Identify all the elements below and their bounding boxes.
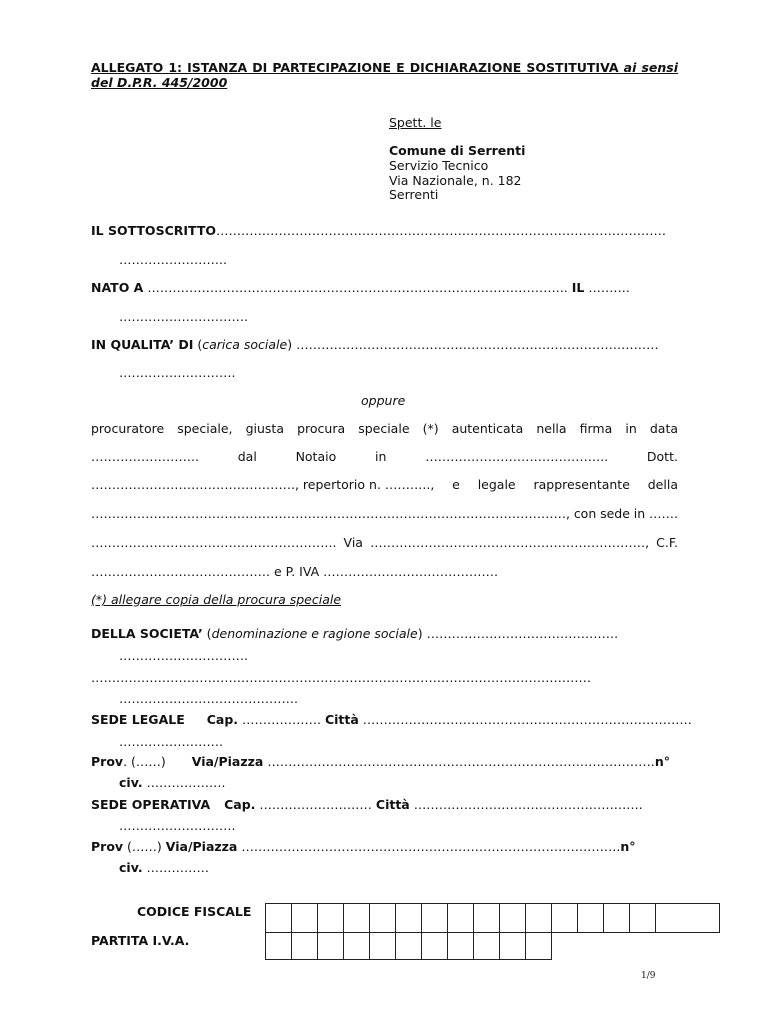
procuratore-line-3	[91, 477, 678, 492]
proc-word: data	[649, 421, 678, 436]
societa-paren-open: (	[202, 626, 212, 641]
via-field[interactable]: …………………………………………………………,	[370, 535, 650, 550]
civico-field[interactable]: ……………….	[142, 775, 226, 790]
piva-cell[interactable]	[292, 931, 318, 960]
piva-cell[interactable]	[526, 931, 552, 960]
piva-cell[interactable]	[422, 931, 448, 960]
prov-field[interactable]: . (……)	[123, 754, 166, 769]
cf-cell[interactable]	[370, 904, 396, 933]
proc-word: della	[647, 477, 678, 492]
citta2-field-continued[interactable]: ……………………….	[119, 818, 236, 833]
societa-paren-close: )	[417, 626, 423, 641]
procuratore-line-6[interactable]: ……………………………………. e P. IVA ……………………………………	[91, 564, 499, 579]
document-title	[91, 60, 678, 90]
proc-word: speciale	[358, 421, 410, 436]
cf-cell-wide[interactable]	[656, 904, 720, 933]
prov2-label: Prov	[91, 839, 124, 854]
piva-cell[interactable]	[318, 931, 344, 960]
via-piazza2-label: Via/Piazza	[165, 839, 238, 854]
recipient-name: Comune di Serrenti	[389, 143, 526, 158]
proc-word: (*)	[422, 421, 439, 436]
citta2-label: Città	[375, 797, 410, 812]
proc-word: Via	[343, 535, 363, 550]
nato-field[interactable]: ………………………………………………………………………………………..	[143, 280, 568, 295]
numero-label: n°	[654, 754, 670, 769]
sede-legale-label: SEDE LEGALE	[91, 712, 185, 727]
recipient-street: Via Nazionale, n. 182	[389, 173, 522, 188]
procura-note: (*) allegare copia della procura speciale	[91, 592, 342, 607]
cap-label: Cap.	[206, 712, 239, 727]
proc-word: procura	[297, 421, 346, 436]
cap-field[interactable]: ……………….	[238, 712, 321, 727]
recipient-salutation: Spett. le	[389, 115, 442, 130]
oppure-label: oppure	[361, 393, 406, 408]
proc-word: nella	[536, 421, 567, 436]
societa-field-line-4[interactable]: …………………………………….	[119, 691, 298, 706]
il-label: IL	[571, 280, 585, 295]
civico-row	[119, 775, 226, 790]
sottoscritto-field-continued[interactable]: ……………………..	[119, 252, 227, 267]
citta-label: Città	[324, 712, 359, 727]
cf-cell[interactable]	[292, 904, 318, 933]
sottoscritto-row	[91, 223, 666, 238]
proc-word: C.F.	[656, 535, 678, 550]
qualita-row	[91, 337, 659, 352]
qualita-hint: carica sociale	[202, 337, 288, 352]
proc-word: dal	[237, 449, 257, 464]
cf-cell[interactable]	[344, 904, 370, 933]
codice-fiscale-grid	[265, 903, 720, 933]
proc-word: Dott.	[646, 449, 678, 464]
civico2-row	[119, 860, 209, 875]
societa-field-continued[interactable]: ………………………….	[119, 648, 248, 663]
sede-legale-row	[91, 712, 692, 727]
prov2-row	[91, 839, 635, 854]
prov-label: Prov	[91, 754, 124, 769]
piva-cell[interactable]	[448, 931, 474, 960]
societa-field[interactable]: ……………………………………….	[422, 626, 619, 641]
title-italic: ai sensi del D.P.R. 445/2000	[91, 60, 678, 90]
via-piazza-label: Via/Piazza	[191, 754, 264, 769]
civico2-label: civ.	[119, 860, 143, 875]
piva-cell[interactable]	[396, 931, 422, 960]
proc-word: procuratore	[91, 421, 165, 436]
cf-cell[interactable]	[630, 904, 656, 933]
cf-cell[interactable]	[500, 904, 526, 933]
procuratore-line-1	[91, 421, 678, 436]
citta-field-continued[interactable]: …………………….	[119, 734, 223, 749]
civico2-field[interactable]: ……………	[142, 860, 210, 875]
sottoscritto-label: IL SOTTOSCRITTO	[91, 223, 216, 238]
proc-word: speciale,	[177, 421, 233, 436]
proc-word: e	[452, 477, 460, 492]
proc-word: sede	[600, 506, 630, 521]
procuratore-line-2	[91, 449, 678, 464]
qualita-paren-open: (	[193, 337, 203, 352]
piva-cell[interactable]	[500, 931, 526, 960]
cf-cell[interactable]	[604, 904, 630, 933]
sottoscritto-field[interactable]: ………………………………………………………………………………………………	[215, 223, 666, 238]
piva-cell[interactable]	[474, 931, 500, 960]
cf-cell[interactable]	[578, 904, 604, 933]
civico-label: civ.	[119, 775, 143, 790]
title-main: ALLEGATO 1: ISTANZA DI PARTECIPAZIONE E DICHIARAZIONE SOSTITUTIVA	[91, 60, 624, 75]
cf-cell[interactable]	[526, 904, 552, 933]
sede-operativa-row	[91, 797, 643, 812]
numero2-label: n°	[620, 839, 636, 854]
proc-word: Notaio	[295, 449, 337, 464]
proc-word: in	[375, 449, 387, 464]
partita-iva-grid	[265, 931, 552, 960]
cap2-field[interactable]: ………………………	[255, 797, 372, 812]
prov-row	[91, 754, 670, 769]
qualita-paren-close: )	[287, 337, 293, 352]
prov2-field[interactable]: (……)	[123, 839, 166, 854]
societa-row	[91, 626, 618, 641]
recipient-department: Servizio Tecnico	[389, 158, 489, 173]
page-number: 1/9	[641, 971, 656, 981]
citta2-field[interactable]: ……………………………………………….	[409, 797, 643, 812]
proc-word: giusta	[245, 421, 284, 436]
piva-cell[interactable]	[370, 931, 396, 960]
proc-word: autenticata	[451, 421, 524, 436]
sede-in-field-continued[interactable]: …………………………………………………..	[91, 535, 337, 550]
notaio-place-field[interactable]: ……………………………………..	[425, 449, 609, 464]
proc-word: rappresentante	[533, 477, 630, 492]
societa-label: DELLA SOCIETA’	[91, 626, 203, 641]
societa-field-line-3[interactable]: …………………………………………………………………………………………………………	[91, 670, 591, 685]
proc-word: con	[573, 506, 597, 521]
sede-operativa-label: SEDE OPERATIVA	[91, 797, 211, 812]
il-field[interactable]: ……….	[584, 280, 630, 295]
procuratore-line-5	[91, 535, 678, 550]
societa-hint: denominazione e ragione sociale	[211, 626, 418, 641]
qualita-field-continued[interactable]: ……………………….	[119, 365, 236, 380]
proc-word: in	[633, 506, 646, 521]
procura-date-field[interactable]: ……………………..	[91, 449, 199, 464]
proc-word: legale	[477, 477, 516, 492]
cf-cell[interactable]	[266, 904, 292, 933]
cf-cell[interactable]	[318, 904, 344, 933]
via-piazza-field[interactable]: …………………………………………………………………………………	[263, 754, 655, 769]
partita-iva-label: PARTITA I.V.A.	[91, 933, 190, 948]
cf-cell[interactable]	[474, 904, 500, 933]
citta-field[interactable]: …………………………………………………………………….	[358, 712, 692, 727]
sede-in-field[interactable]: …….	[648, 506, 678, 521]
nato-label: NATO A	[91, 280, 144, 295]
qualita-label: IN QUALITA’ DI	[91, 337, 194, 352]
piva-cell[interactable]	[266, 931, 292, 960]
proc-word: in	[625, 421, 637, 436]
nato-row	[91, 280, 630, 295]
cf-cell[interactable]	[448, 904, 474, 933]
qualita-field[interactable]: ……………………………………………………………………………	[292, 337, 659, 352]
cap2-label: Cap.	[224, 797, 256, 812]
codice-fiscale-label: CODICE FISCALE	[137, 904, 252, 919]
cf-cell[interactable]	[552, 904, 578, 933]
rappresentante-field[interactable]: ……………………………………………………………………………………………………,	[91, 506, 570, 521]
proc-word: firma	[579, 421, 613, 436]
nato-field-continued[interactable]: ………………………….	[119, 309, 248, 324]
cf-cell[interactable]	[422, 904, 448, 933]
procuratore-line-4	[91, 506, 678, 521]
notaio-repertorio-field[interactable]: …………………………………………., repertorio n. ………..,	[91, 477, 435, 492]
via-piazza2-field[interactable]: ……………………………………………………………………………….	[237, 839, 621, 854]
cf-cell[interactable]	[396, 904, 422, 933]
recipient-city: Serrenti	[389, 187, 439, 202]
piva-cell[interactable]	[344, 931, 370, 960]
